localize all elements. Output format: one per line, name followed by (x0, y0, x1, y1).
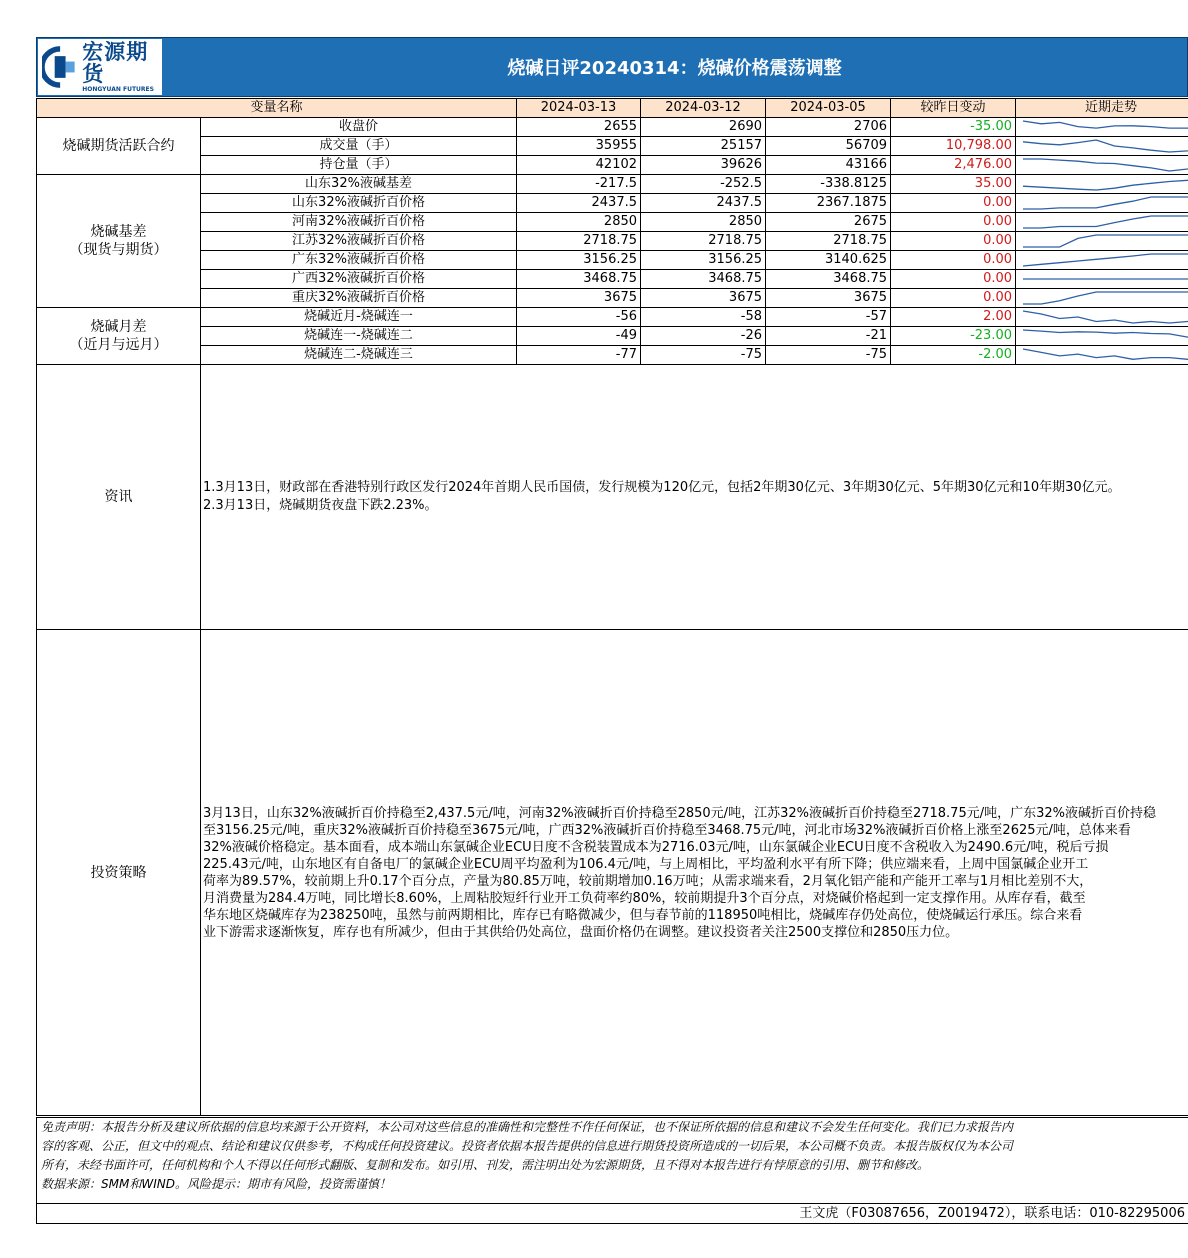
trend-cell (1016, 194, 1188, 213)
disclaimer-line: 所有，未经书面许可，任何机构和个人不得以任何形式翻版、复制和发布。如引用、刊发，需注明出处为宏源期货，且不得对本报告进行有悖原意的引用、删节和修改。 (41, 1158, 930, 1172)
daily-change: 10,798.00 (891, 137, 1016, 156)
sparkline (1019, 251, 1188, 269)
variable-name: 山东32%液碱基差 (201, 175, 517, 194)
sparkline-path (1023, 330, 1188, 342)
trend-cell (1016, 137, 1188, 156)
news-item: 1.3月13日，财政部在香港特别行政区发行2024年首期人民币国债，发行规模为120亿元，包括2年期30亿元、3年期30亿元、5年期30亿元和10年期30亿元。 (203, 480, 1121, 495)
value-2024-03-05: -21 (766, 327, 891, 346)
sparkline (1019, 118, 1188, 136)
logo-text (82, 41, 162, 94)
data-table (36, 98, 1188, 1116)
variable-name: 成交量（手） (201, 137, 517, 156)
daily-change: 0.00 (891, 194, 1016, 213)
daily-change: 0.00 (891, 251, 1016, 270)
value-2024-03-05: 3468.75 (766, 270, 891, 289)
variable-name: 江苏32%液碱折百价格 (201, 232, 517, 251)
disclaimer (36, 1117, 1188, 1204)
value-2024-03-05: 43166 (766, 156, 891, 175)
value-2024-03-05: 3675 (766, 289, 891, 308)
sparkline-path (1023, 311, 1188, 323)
trend-cell (1016, 327, 1188, 346)
value-2024-03-12: 39626 (641, 156, 766, 175)
sparkline-path (1023, 292, 1188, 304)
table-row (37, 232, 1188, 251)
footer (36, 1203, 1188, 1224)
table-row (37, 308, 1188, 327)
trend-cell (1016, 251, 1188, 270)
variable-name: 持仓量（手） (201, 156, 517, 175)
value-2024-03-13: -56 (517, 308, 641, 327)
analyst-contact: 王文虎（F03087656，Z0019472），联系电话：010-82295006 (799, 1206, 1185, 1221)
hongyuan-logo-icon (42, 45, 78, 89)
table-row (37, 118, 1188, 137)
value-2024-03-13: 3675 (517, 289, 641, 308)
sparkline (1019, 327, 1188, 345)
report-title: 烧碱日评20240314：烧碱价格震荡调整 (507, 58, 842, 79)
company-logo (38, 39, 162, 95)
value-2024-03-13: 2655 (517, 118, 641, 137)
sparkline-path (1023, 197, 1188, 209)
table-row (37, 327, 1188, 346)
daily-change: 0.00 (891, 270, 1016, 289)
trend-cell (1016, 118, 1188, 137)
variable-name: 烧碱近月-烧碱连一 (201, 308, 517, 327)
value-2024-03-12: 2690 (641, 118, 766, 137)
value-2024-03-12: -75 (641, 346, 766, 365)
group-label-sub: （近月与远月） (69, 337, 168, 353)
disclaimer-line: 免责声明：本报告分析及建议所依据的信息均来源于公开资料，本公司对这些信息的准确性和完整性不作任何保证，也不保证所依据的信息和建议不会发生任何变化。我们已力求报告内 (41, 1120, 1014, 1134)
strategy-line: 月消费量为284.4万吨，同比增长8.60%，上周粘胶短纤行业开工负荷率约80%，较前期提升3个百分点，对烧碱价格起到一定支撑作用。从库存看，截至 (203, 890, 1086, 906)
header-trend: 近期走势 (1016, 99, 1188, 118)
value-2024-03-13: -49 (517, 327, 641, 346)
group-label-main: 烧碱基差 (90, 224, 147, 240)
variable-name: 烧碱连一-烧碱连二 (201, 327, 517, 346)
value-2024-03-05: 2367.1875 (766, 194, 891, 213)
sparkline (1019, 213, 1188, 231)
data-source-line: 数据来源：SMM和WIND。风险提示：期市有风险，投资需谨慎！ (41, 1177, 391, 1191)
sparkline (1019, 137, 1188, 155)
variable-name: 河南32%液碱折百价格 (201, 213, 517, 232)
news-label: 资讯 (37, 365, 201, 630)
table-row (37, 194, 1188, 213)
daily-change: 2,476.00 (891, 156, 1016, 175)
value-2024-03-12: 3468.75 (641, 270, 766, 289)
value-2024-03-13: 2437.5 (517, 194, 641, 213)
sparkline (1019, 194, 1188, 212)
value-2024-03-13: 42102 (517, 156, 641, 175)
daily-change: 2.00 (891, 308, 1016, 327)
value-2024-03-13: 2850 (517, 213, 641, 232)
sparkline (1019, 346, 1188, 364)
table-row (37, 251, 1188, 270)
value-2024-03-05: -338.8125 (766, 175, 891, 194)
value-2024-03-12: 2437.5 (641, 194, 766, 213)
trend-cell (1016, 213, 1188, 232)
trend-cell (1016, 346, 1188, 365)
value-2024-03-13: 35955 (517, 137, 641, 156)
variable-name: 烧碱连二-烧碱连三 (201, 346, 517, 365)
value-2024-03-13: 3156.25 (517, 251, 641, 270)
daily-change: 0.00 (891, 289, 1016, 308)
group-label (37, 308, 201, 365)
value-2024-03-05: 3140.625 (766, 251, 891, 270)
value-2024-03-13: -217.5 (517, 175, 641, 194)
value-2024-03-05: 2675 (766, 213, 891, 232)
sparkline-path (1023, 216, 1188, 228)
group-label-main: 烧碱月差 (90, 319, 147, 335)
strategy-line: 华东地区烧碱库存为238250吨，虽然与前两期相比，库存已有略微减少，但与春节前的118950吨相比，烧碱库存仍处高位，使烧碱运行承压。综合来看 (203, 907, 1083, 923)
news-item: 2.3月13日，烧碱期货夜盘下跌2.23%。 (203, 498, 438, 513)
sparkline (1019, 270, 1188, 288)
table-row (37, 175, 1188, 194)
table-row (37, 289, 1188, 308)
strategy-line: 至3156.25元/吨，重庆32%液碱折百价持稳至3675元/吨，广西32%液碱折百价持稳至3468.75元/吨，河北市场32%液碱折百价格上涨至2625元/吨，总体来看 (203, 822, 1131, 838)
value-2024-03-12: 2850 (641, 213, 766, 232)
value-2024-03-13: -77 (517, 346, 641, 365)
sparkline (1019, 232, 1188, 250)
sparkline-path (1023, 159, 1188, 171)
news-row (37, 365, 1188, 630)
daily-change: -2.00 (891, 346, 1016, 365)
strategy-content (201, 630, 1188, 1116)
trend-cell (1016, 156, 1188, 175)
strategy-line: 荷率为89.57%，较前期上升0.17个百分点，产量为80.85万吨，较前期增加0.16万吨；从需求端来看，2月氧化铝产能和产能开工率与1月相比差别不大， (203, 873, 1093, 889)
table-row (37, 137, 1188, 156)
daily-change: 0.00 (891, 213, 1016, 232)
trend-cell (1016, 175, 1188, 194)
trend-cell (1016, 232, 1188, 251)
value-2024-03-12: -58 (641, 308, 766, 327)
report-header (36, 37, 1188, 97)
trend-cell (1016, 289, 1188, 308)
strategy-line: 业下游需求逐渐恢复，库存也有所减少，但由于其供给仍处高位，盘面价格仍在调整。建议投资者关注2500支撑位和2850压力位。 (203, 924, 959, 940)
value-2024-03-12: 3675 (641, 289, 766, 308)
sparkline (1019, 156, 1188, 174)
variable-name: 广西32%液碱折百价格 (201, 270, 517, 289)
value-2024-03-05: 2718.75 (766, 232, 891, 251)
sparkline-path (1023, 254, 1188, 266)
daily-change: -23.00 (891, 327, 1016, 346)
trend-cell (1016, 270, 1188, 289)
strategy-line: 225.43元/吨，山东地区有自备电厂的氯碱企业ECU周平均盈利为106.4元/吨，与上周相比，平均盈利水平有所下降；供应端来看，上周中国氯碱企业开工 (203, 856, 1089, 872)
news-content (201, 365, 1188, 630)
table-row (37, 213, 1188, 232)
strategy-line: 3月13日，山东32%液碱折百价持稳至2,437.5元/吨，河南32%液碱折百价持稳至2850元/吨，江苏32%液碱折百价持稳至2718.75元/吨，广东32%液碱折百价持稳 (203, 805, 1156, 821)
daily-change: -35.00 (891, 118, 1016, 137)
variable-name: 重庆32%液碱折百价格 (201, 289, 517, 308)
sparkline (1019, 289, 1188, 307)
sparkline-path (1023, 121, 1188, 133)
sparkline (1019, 175, 1188, 193)
group-label (37, 175, 201, 308)
header-change: 较昨日变动 (891, 99, 1016, 118)
value-2024-03-05: -75 (766, 346, 891, 365)
group-label: 烧碱期货活跃合约 (37, 118, 201, 175)
header-date-1: 2024-03-13 (517, 99, 641, 118)
value-2024-03-05: -57 (766, 308, 891, 327)
variable-name: 山东32%液碱折百价格 (201, 194, 517, 213)
header-date-3: 2024-03-05 (766, 99, 891, 118)
table-header-row (37, 99, 1188, 118)
daily-change: 35.00 (891, 175, 1016, 194)
variable-name: 收盘价 (201, 118, 517, 137)
table-row (37, 156, 1188, 175)
logo-chinese-name: 宏源期货 (82, 39, 149, 86)
sparkline-path (1023, 235, 1188, 247)
sparkline-path (1023, 349, 1188, 361)
table-row (37, 270, 1188, 289)
trend-cell (1016, 308, 1188, 327)
value-2024-03-12: -252.5 (641, 175, 766, 194)
logo-english-name: HONGYUAN FUTURES (82, 85, 154, 93)
value-2024-03-05: 56709 (766, 137, 891, 156)
variable-name: 广东32%液碱折百价格 (201, 251, 517, 270)
table-row (37, 346, 1188, 365)
value-2024-03-13: 3468.75 (517, 270, 641, 289)
header-variable-name: 变量名称 (37, 99, 517, 118)
value-2024-03-12: 25157 (641, 137, 766, 156)
daily-change: 0.00 (891, 232, 1016, 251)
sparkline-path (1023, 140, 1188, 152)
value-2024-03-12: 3156.25 (641, 251, 766, 270)
value-2024-03-13: 2718.75 (517, 232, 641, 251)
value-2024-03-12: -26 (641, 327, 766, 346)
value-2024-03-12: 2718.75 (641, 232, 766, 251)
header-date-2: 2024-03-12 (641, 99, 766, 118)
strategy-row (37, 630, 1188, 1116)
group-label-sub: （现货与期货） (69, 242, 168, 258)
disclaimer-line: 容的客观、公正，但文中的观点、结论和建议仅供参考，不构成任何投资建议。投资者依据本报告提供的信息进行期货投资所造成的一切后果，本公司概不负责。本报告版权仅为本公司 (41, 1139, 1014, 1153)
value-2024-03-05: 2706 (766, 118, 891, 137)
strategy-line: 32%液碱价格稳定。基本面看，成本端山东氯碱企业ECU日度不含税装置成本为2716.03元/吨，山东氯碱企业ECU日度不含税收入为2490.6元/吨，税后亏损 (203, 839, 1109, 855)
strategy-label: 投资策略 (37, 630, 201, 1116)
sparkline-path (1023, 178, 1188, 190)
sparkline (1019, 308, 1188, 326)
